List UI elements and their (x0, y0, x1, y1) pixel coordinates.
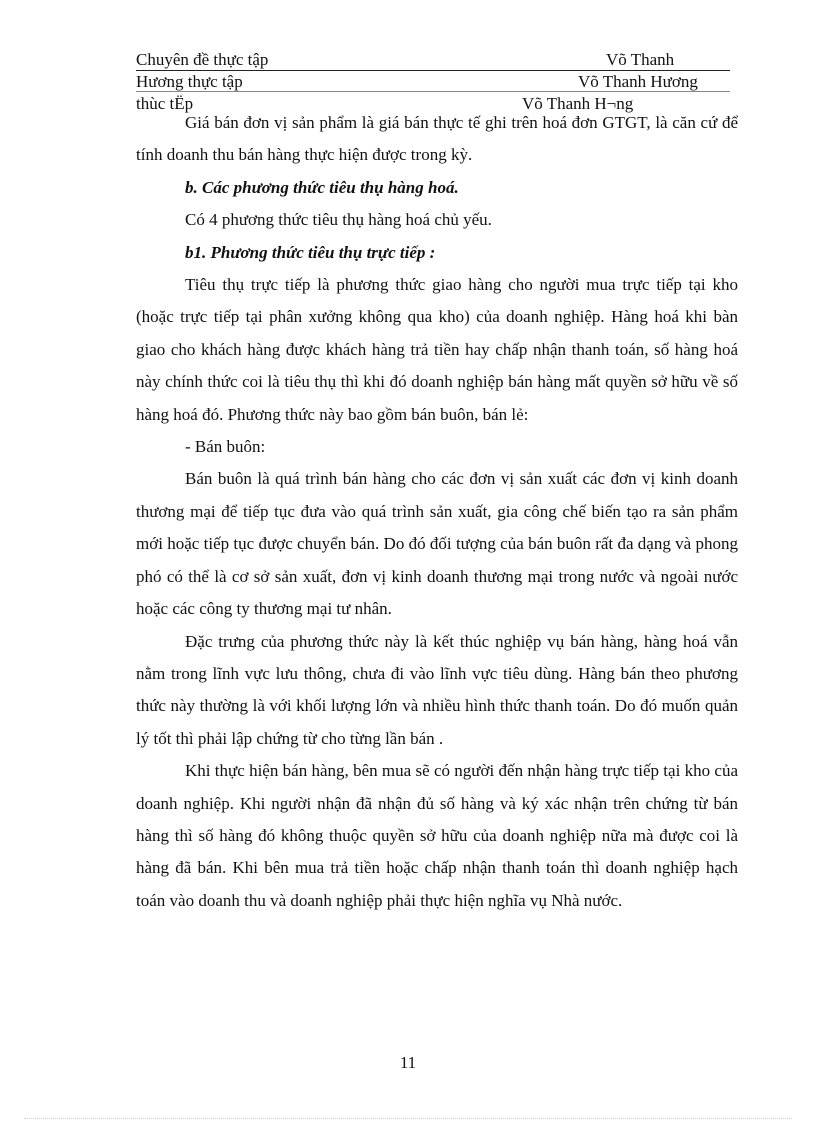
section-heading-b1: b1. Phương thức tiêu thụ trực tiếp : (185, 242, 436, 262)
paragraph-receiving-goods: Khi thực hiện bán hàng, bên mua sẽ có người đến nhận hàng trực tiếp tại kho của doanh nghiệp. Khi người nhận đã nhận đủ số hàng và ký xác nhận trên chứng từ bán hàng thì số hàng đó không thuộc quyền sở hữu của doanh nghiệp nữa mà được coi là hàng đã bán. Khi bên mua trả tiền hoặc chấp nhận thanh toán thì doanh nghiệp hạch toán vào doanh thu và doanh nghiệp phải thực hiện nghĩa vụ Nhà nước. (136, 761, 738, 910)
page-bottom-border (24, 1118, 792, 1119)
paragraph-direct-sales: Tiêu thụ trực tiếp là phương thức giao hàng cho người mua trực tiếp tại kho (hoặc trực tiếp tại phân xưởng không qua kho) của doanh nghiệp. Hàng hoá khi bàn giao cho khách hàng được khách hàng trả tiền hay chấp nhận thanh toán, số hàng hoá này chính thức coi là tiêu thụ thì khi đó doanh nghiệp bán hàng mất quyền sở hữu về số hàng hoá đó. Phương thức này bao gồm bán buôn, bán lẻ: (136, 275, 738, 424)
header-author-right: Võ Thanh H¬ng (522, 94, 634, 113)
header-title-left: Hương thực tập (136, 72, 243, 91)
running-header-line-2 (136, 71, 730, 93)
header-title-left: thùc tËp (136, 94, 194, 113)
page-number: 11 (399, 1053, 417, 1072)
section-heading-b: b. Các phương thức tiêu thụ hàng hoá. (185, 177, 459, 197)
list-item-wholesale: - Bán buôn: (185, 437, 266, 457)
header-author-right: Võ Thanh (606, 50, 675, 69)
header-rule (136, 91, 730, 92)
header-title-left: Chuyên đề thực tập (136, 50, 269, 69)
header-author-right: Võ Thanh Hương (578, 72, 698, 91)
paragraph-wholesale: Bán buôn là quá trình bán hàng cho các đơn vị sản xuất các đơn vị kinh doanh thương mại để tiếp tục đưa vào quá trình sản xuất, gia công chế biến tạo ra sản phẩm mới hoặc tiếp tục được chuyển bán. Do đó đối tượng của bán buôn rất đa dạng và phong phó có thể là cơ sở sản xuất, đơn vị kinh doanh thương mại trong nước và ngoài nước hoặc các công ty thương mại tư nhân. (136, 469, 738, 619)
body-text (136, 107, 738, 917)
running-header-line-1 (136, 49, 730, 71)
paragraph-characteristics: Đặc trưng của phương thức này là kết thúc nghiệp vụ bán hàng, hàng hoá vẫn nằm trong lĩnh vực lưu thông, chưa đi vào lĩnh vực tiêu dùng. Hàng bán theo phương thức này thường là với khối lượng lớn và nhiều hình thức thanh toán. Do đó muốn quản lý tốt thì phải lập chứng từ cho từng lần bán . (136, 631, 738, 748)
paragraph-four-methods: Có 4 phương thức tiêu thụ hàng hoá chủ yếu. (185, 210, 492, 230)
paragraph-selling-price: Giá bán đơn vị sản phẩm là giá bán thực tế ghi trên hoá đơn GTGT, là căn cứ để tính doanh thu bán hàng thực hiện được trong kỳ. (136, 113, 738, 165)
